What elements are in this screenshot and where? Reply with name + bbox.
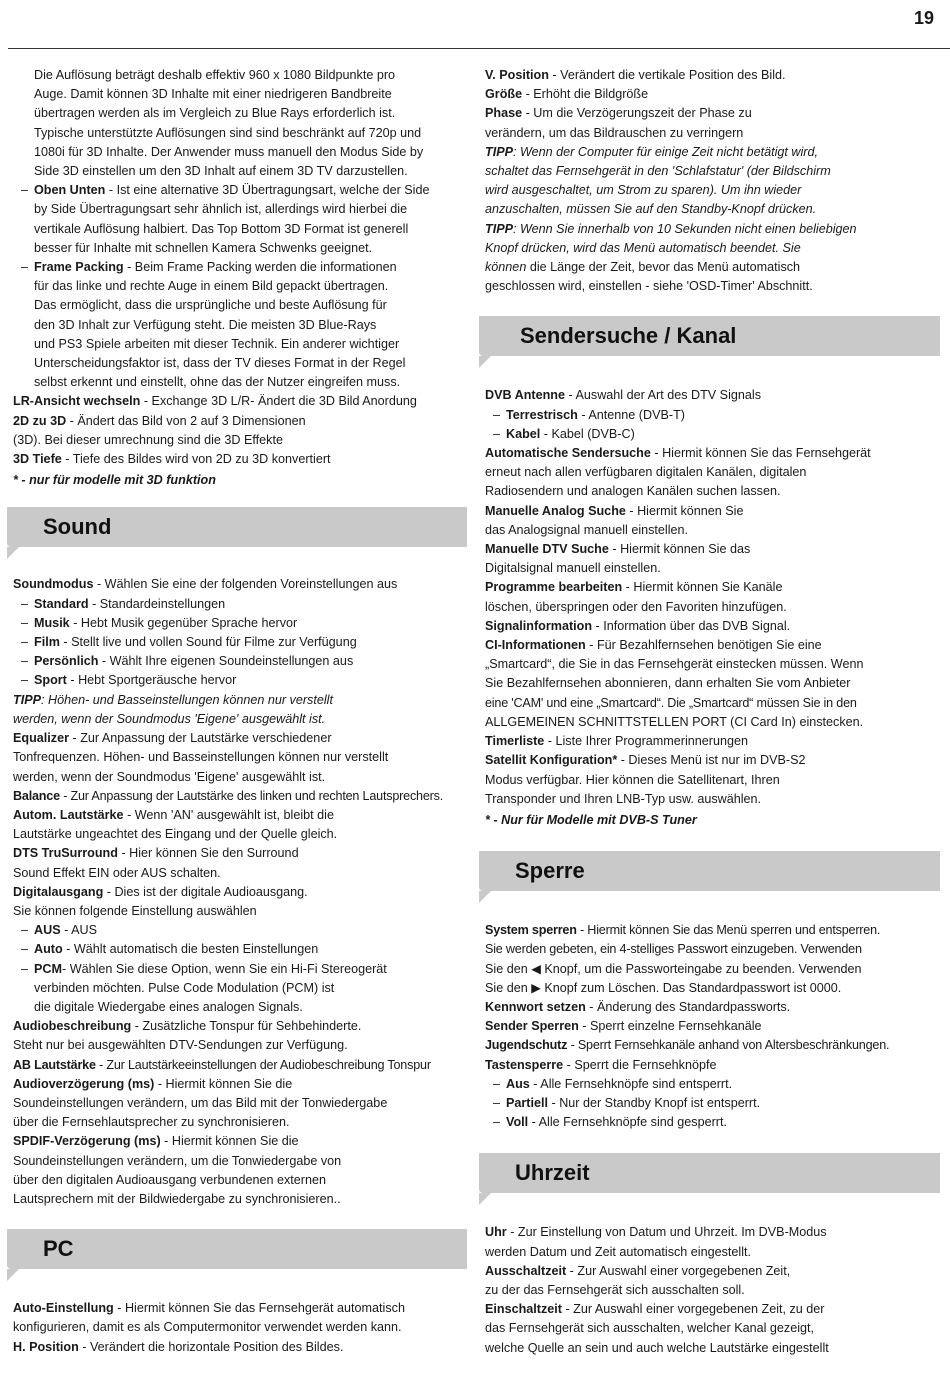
setting-line: Einschaltzeit - Zur Auswahl einer vorgegebenen Zeit, zu der [485, 1302, 825, 1317]
list-item: – Kabel - Kabel (DVB-C) [493, 426, 635, 441]
setting-line: Equalizer - Zur Anpassung der Lautstärke verschiedener [13, 731, 332, 746]
setting-line: Audiobeschreibung - Zusätzliche Tonspur für Sehbehinderte. [13, 1019, 362, 1034]
text-line: übertragen werden als im Vergleich zu Blue Rays erforderlich ist. [34, 106, 396, 121]
text-line: löschen, überspringen oder den Favoriten hinzufügen. [485, 599, 787, 614]
setting-line: Manuelle Analog Suche - Hiermit können Sie [485, 503, 744, 518]
setting-line: Programme bearbeiten - Hiermit können Sie Kanäle [485, 580, 783, 595]
setting-line: H. Position - Verändert die horizontale Position des Bildes. [13, 1339, 344, 1354]
text-line: (3D). Bei dieser umrechnung sind die 3D Effekte [13, 432, 283, 447]
text-line: Modus verfügbar. Hier können die Satellitenart, Ihren [485, 772, 780, 787]
text-line: Lautstärke ungeachtet des Eingang und der Quelle gleich. [13, 827, 338, 842]
text-line: besser für Inhalte mit schnellen Kamera Schwenks geeignet. [34, 240, 373, 255]
page-number: 19 [913, 8, 934, 28]
setting-line: Timerliste - Liste Ihrer Programmerinnerungen [485, 734, 748, 749]
tip-line: TIPP: Wenn Sie innerhalb von 10 Sekunden nicht einen beliebigen [485, 221, 857, 236]
text-line: Tonfrequenzen. Höhen- und Basseinstellungen können nur verstellt [13, 750, 389, 765]
list-item: – Partiell - Nur der Standby Knopf ist entsperrt. [493, 1095, 761, 1110]
setting-line: 3D Tiefe - Tiefe des Bildes wird von 2D zu 3D konvertiert [13, 452, 331, 467]
setting-line: Satellit Konfiguration* - Dieses Menü ist nur im DVB-S2 [485, 753, 806, 768]
tip-line: werden, wenn der Soundmodus 'Eigene' ausgewählt ist. [13, 711, 326, 726]
list-item: – Sport - Hebt Sportgeräusche hervor [21, 673, 237, 688]
text-line: Sie werden gebeten, ein 4-stelliges Passwort einzugeben. Verwenden [485, 942, 862, 957]
text-line: Digitalsignal manuell einstellen. [485, 561, 661, 576]
text-line: welche Quelle an sein und auch welche Lautstärke eingestellt [485, 1340, 829, 1355]
setting-line: Audioverzögerung (ms) - Hiermit können Sie die [13, 1076, 293, 1091]
setting-line: V. Position - Verändert die vertikale Position des Bild. [485, 68, 786, 82]
list-item: – Standard - Standardeinstellungen [21, 596, 226, 611]
section-title: PC [43, 1236, 74, 1262]
list-item: – PCM- Wählen Sie diese Option, wenn Sie ein Hi-Fi Stereogerät [21, 961, 387, 976]
text-line: Sie den ◀ Knopf, um die Passworteingabe zu beenden. Verwenden [485, 961, 862, 976]
setting-line: SPDIF-Verzögerung (ms) - Hiermit können Sie die [13, 1134, 299, 1149]
text-line: werden Datum und Zeit automatisch eingestellt. [485, 1244, 752, 1259]
text-line: Sie Bezahlfernsehen abonnieren, dann erhalten Sie vom Anbieter [485, 676, 851, 691]
setting-line: Tastensperre - Sperrt die Fernsehknöpfe [485, 1057, 717, 1072]
setting-line: Signalinformation - Information über das DVB Signal. [485, 618, 791, 633]
setting-line: Soundmodus - Wählen Sie eine der folgenden Voreinstellungen aus [13, 577, 398, 592]
setting-line: Balance - Zur Anpassung der Lautstärke des linken und rechten Lautsprechers. [13, 788, 444, 803]
text-line: Sie den ▶ Knopf zum Löschen. Das Standardpasswort ist 0000. [485, 980, 842, 995]
list-item: – AUS - AUS [21, 923, 97, 938]
setting-line: Autom. Lautstärke - Wenn 'AN' ausgewählt ist, bleibt die [13, 807, 334, 822]
text-line: Die Auflösung beträgt deshalb effektiv 960 x 1080 Bildpunkte pro [34, 68, 396, 82]
setting-line: Jugendschutz - Sperrt Fernsehkanäle anhand von Altersbeschränkungen. [485, 1038, 890, 1053]
section-header-pc [7, 1229, 467, 1269]
section-title: Uhrzeit [515, 1160, 590, 1186]
section-title: Sendersuche / Kanal [520, 323, 737, 349]
text-line: über den digitalen Audioausgang verbundenen externen [13, 1172, 326, 1187]
text-line: über die Fernsehlautsprecher zu synchronisieren. [13, 1115, 290, 1130]
setting-line: Ausschaltzeit - Zur Auswahl einer vorgegebenen Zeit, [485, 1263, 791, 1278]
section-header-sound [7, 507, 467, 547]
text-line: das Fernsehgerät sich ausschalten, welcher Kanal gezeigt, [485, 1321, 815, 1336]
section-title: Sound [43, 514, 112, 540]
setting-line: Größe - Erhöht die Bildgröße [485, 87, 649, 102]
setting-line: DTS TruSurround - Hier können Sie den Surround [13, 846, 299, 861]
term: Oben Unten [34, 183, 106, 198]
text-line: „Smartcard“, die Sie in das Fernsehgerät einstecken müssen. Wenn [485, 657, 864, 672]
list-item: – Aus - Alle Fernsehknöpfe sind entsperrt. [493, 1076, 733, 1091]
setting-line: Kennwort setzen - Änderung des Standardpassworts. [485, 999, 791, 1014]
tip-line: schaltet das Fernsehgerät in den 'Schlafstatur' (der Bildschirm [485, 164, 831, 179]
setting-line: 2D zu 3D - Ändert das Bild von 2 auf 3 Dimensionen [13, 413, 306, 428]
text-line: Sound Effekt EIN oder AUS schalten. [13, 865, 221, 880]
text-line: das Analogsignal manuell einstellen. [485, 522, 689, 537]
text-line: Steht nur bei ausgewählten DTV-Sendungen zur Verfügung. [13, 1038, 348, 1053]
left-column [13, 66, 467, 1357]
text-line: 1080i für 3D Inhalte. Der Anwender muss manuell den Modus Side by [34, 144, 424, 159]
list-item: – Persönlich - Wählt Ihre eigenen Soundeinstellungen aus [21, 654, 354, 669]
list-item: – Film - Stellt live und vollen Sound für Filme zur Verfügung [21, 635, 357, 650]
text-line: die digitale Wiedergabe eines analogen Signals. [34, 999, 303, 1014]
text-line: Typische unterstützte Auflösungen sind sind beschränkt auf 720p und [34, 125, 422, 140]
tip-line: TIPP: Wenn der Computer für einige Zeit nicht betätigt wird, [485, 144, 818, 159]
footnote: * - nur für modelle mit 3D funktion [13, 473, 216, 488]
text-line: konfigurieren, damit es als Computermonitor verwendet werden kann. [13, 1320, 402, 1335]
setting-line: DVB Antenne - Auswahl der Art des DTV Signals [485, 388, 761, 403]
section-header-uhrzeit [479, 1153, 940, 1193]
text-line: verändern, um das Bildrauschen zu verringern [485, 125, 744, 140]
list-item: – Voll - Alle Fernsehknöpfe sind gesperrt. [493, 1115, 727, 1130]
text-line: Unterscheidungsfaktor ist, dass der TV dieses Format in der Regel [34, 356, 406, 371]
text-line: Soundeinstellungen verändern, um das Bild mit der Tonwiedergabe [13, 1095, 388, 1110]
tip-line: anzuschalten, müssen Sie auf den Standby-Knopf drücken. [485, 202, 817, 217]
setting-line: Digitalausgang - Dies ist der digitale Audioausgang. [13, 884, 308, 899]
section-header-sperre [479, 851, 940, 891]
text-line: Transponder und Ihren LNB-Typ usw. auswählen. [485, 791, 762, 806]
text-line: Sie können folgende Einstellung auswählen [13, 903, 257, 918]
list-item: – Musik - Hebt Musik gegenüber Sprache hervor [21, 615, 298, 630]
text-line: Das ermöglicht, dass die ursprüngliche und beste Auflösung für [34, 298, 387, 313]
text-line: erneut nach allen verfügbaren digitalen Kanälen, digitalen [485, 465, 807, 480]
header-rule [8, 48, 950, 49]
setting-line: Auto-Einstellung - Hiermit können Sie das Fernsehgerät automatisch [13, 1301, 405, 1316]
section-title: Sperre [515, 858, 585, 884]
tip-line: können die Länge der Zeit, bevor das Menü automatisch [485, 260, 801, 275]
setting-line: CI-Informationen - Für Bezahlfernsehen benötigen Sie eine [485, 638, 822, 653]
text-line: Auge. Damit können 3D Inhalte mit einer niedrigeren Bandbreite [34, 87, 392, 102]
text-line: eine 'CAM' und eine „Smartcard“. Die „Smartcard“ müssen Sie in den [485, 695, 857, 710]
list-item: – Oben Unten - Ist eine alternative 3D Übertragungsart, welche der Side [21, 183, 430, 198]
section-header-sendersuche [479, 316, 940, 356]
tip-line: wird ausgeschaltet, um Strom zu sparen). Um ihn wieder [485, 183, 802, 198]
setting-line: System sperren - Hiermit können Sie das Menü sperren und entsperren. [485, 923, 881, 938]
tip-line: Knopf drücken, wird das Menü automatisch beendet. Sie [485, 240, 801, 255]
text-line: Side 3D einstellen um den 3D Inhalt auf einem 3D TV darzustellen. [34, 164, 408, 179]
setting-line: AB Lautstärke - Zur Lautstärkeeinstellungen der Audiobeschreibung Tonspur [13, 1057, 431, 1072]
text-line: und PS3 Spiele arbeiten mit dieser Technik. Ein anderer wichtiger [34, 336, 400, 351]
right-column [485, 66, 940, 1358]
footnote: * - Nur für Modelle mit DVB-S Tuner [485, 812, 697, 827]
list-item: – Frame Packing - Beim Frame Packing werden die informationen [21, 260, 397, 275]
setting-line: Phase - Um die Verzögerungszeit der Phase zu [485, 106, 752, 121]
setting-line: LR-Ansicht wechseln - Exchange 3D L/R- Ändert die 3D Bild Anordung [13, 394, 417, 409]
text-line: vertikale Auflösung halbiert. Das Top Bottom 3D Format ist generell [34, 221, 409, 236]
text-line: Lautsprechern mit der Bildwiedergabe zu synchronisieren.. [13, 1191, 341, 1206]
text-line: geschlossen wird, einstellen - siehe 'OSD-Timer' Abschnitt. [485, 279, 813, 294]
list-item: – Auto - Wählt automatisch die besten Einstellungen [21, 942, 319, 957]
setting-line: Automatische Sendersuche - Hiermit können Sie das Fernsehgerät [485, 446, 871, 461]
list-item: – Terrestrisch - Antenne (DVB-T) [493, 407, 685, 422]
text-line: werden, wenn der Soundmodus 'Eigene' ausgewählt ist. [13, 769, 326, 784]
text-line: den 3D Inhalt zur Verfügung steht. Die meisten 3D Blue-Rays [34, 317, 377, 332]
text-line: ALLGEMEINEN SCHNITTSTELLEN PORT (CI Card In) einstecken. [485, 714, 864, 729]
text-line: Soundeinstellungen verändern, um die Tonwiedergabe von [13, 1153, 342, 1168]
tip-line: TIPP: Höhen- und Basseinstellungen können nur verstellt [13, 692, 333, 707]
text-line: Radiosendern und analogen Kanälen suchen lassen. [485, 484, 781, 499]
term: Frame Packing [34, 260, 124, 275]
setting-line: Uhr - Zur Einstellung von Datum und Uhrzeit. Im DVB-Modus [485, 1225, 827, 1240]
setting-line: Sender Sperren - Sperrt einzelne Fernsehkanäle [485, 1019, 762, 1034]
text-line: verbinden möchten. Pulse Code Modulation (PCM) ist [34, 980, 335, 995]
text-line: zu der das Fernsehgerät sich ausschalten soll. [485, 1282, 745, 1297]
text-line: für das linke und rechte Auge in einem Bild gepackt übertragen. [34, 279, 389, 294]
text-line: by Side Übertragungsart sehr ähnlich ist, allerdings wird hierbei die [34, 202, 408, 217]
setting-line: Manuelle DTV Suche - Hiermit können Sie das [485, 542, 751, 557]
text-line: selbst erkennt und einstellt, ohne das der Nutzer eingreifen muss. [34, 375, 401, 390]
